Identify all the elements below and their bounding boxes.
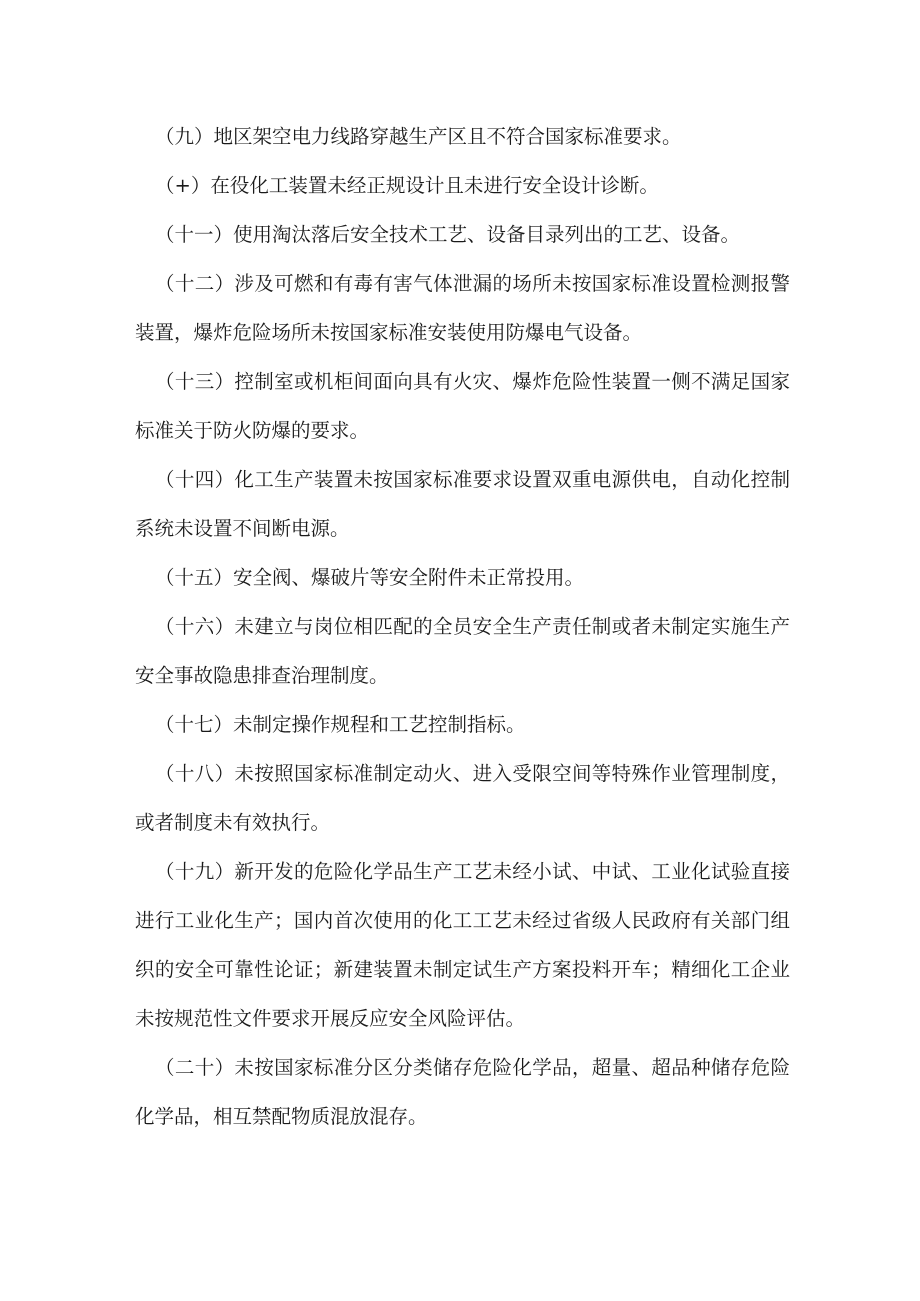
paragraph-item-13: （十三）控制室或机柜间面向具有火灾、爆炸危险性装置一侧不满足国家标准关于防火防爆的要求。 <box>135 370 790 442</box>
paragraph-item-12: （十二）涉及可燃和有毒有害气体泄漏的场所未按国家标准设置检测报警装置，爆炸危险场所未按国家标准安装使用防爆电气设备。 <box>135 272 790 344</box>
paragraph-item-11: （十一）使用淘汰落后安全技术工艺、设备目录列出的工艺、设备。 <box>155 223 741 246</box>
paragraph-item-17: （十七）未制定操作规程和工艺控制指标。 <box>155 713 526 736</box>
document-body <box>135 112 790 1141</box>
paragraph-item-20: （二十）未按国家标准分区分类储存危险化学品，超量、超品种储存危险化学品，相互禁配物质混放混存。 <box>135 1056 790 1128</box>
paragraph-item-14: （十四）化工生产装置未按国家标准要求设置双重电源供电，自动化控制系统未设置不间断电源。 <box>135 468 790 540</box>
paragraph-item-15: （十五）安全阀、爆破片等安全附件未正常投用。 <box>155 566 585 589</box>
paragraph-item-18: （十八）未按照国家标准制定动火、进入受限空间等特殊作业管理制度，或者制度未有效执行。 <box>135 762 790 834</box>
paragraph-item-10: （+）在役化工装置未经正规设计且未进行安全设计诊断。 <box>155 174 659 197</box>
paragraph-item-16: （十六）未建立与岗位相匹配的全员安全生产责任制或者未制定实施生产安全事故隐患排查治理制度。 <box>135 615 790 687</box>
paragraph-item-19: （十九）新开发的危险化学品生产工艺未经小试、中试、工业化试验直接进行工业化生产；国内首次使用的化工工艺未经过省级人民政府有关部门组织的安全可靠性论证；新建装置未制定试生产方案投料开车；精细化工企业未按规范性文件要求开展反应安全风险评估。 <box>135 860 790 1030</box>
paragraph-item-9: （九）地区架空电力线路穿越生产区且不符合国家标准要求。 <box>155 125 682 148</box>
